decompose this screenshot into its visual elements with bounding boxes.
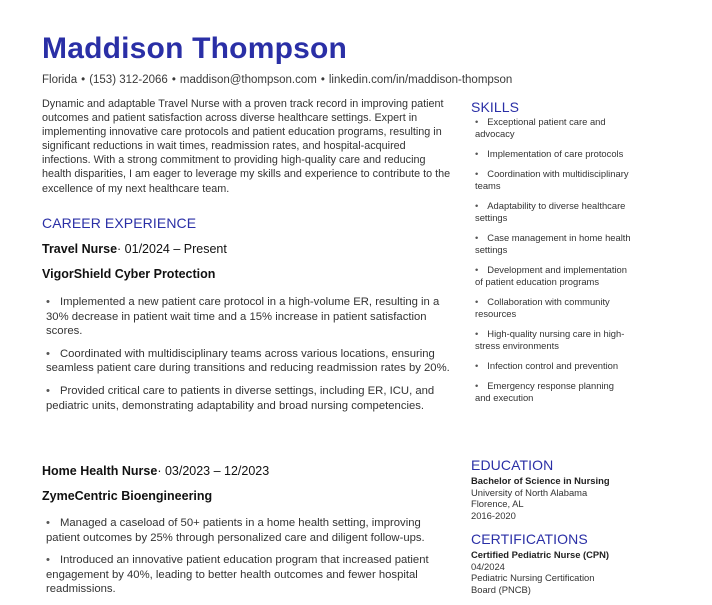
certification-entry: [471, 549, 621, 595]
resume-name: Maddison Thompson: [42, 32, 348, 65]
skills-heading: SKILLS: [471, 99, 520, 115]
job-company: ZymeCentric Bioengineering: [42, 489, 213, 503]
job-title: Travel Nurse: [42, 242, 118, 256]
certification-issuer: Pediatric Nursing Certification Board (PNCB): [471, 572, 595, 595]
job-title-line: [42, 242, 227, 256]
contact-separator: •: [81, 74, 86, 86]
education-school: University of North Alabama: [471, 486, 588, 498]
skill-item: • Adaptability to diverse healthcare settings: [471, 200, 631, 224]
summary-paragraph: Dynamic and adaptable Travel Nurse with a proven track record in improving patient outcomes and patient satisfaction across diverse healthcare settings. Expert in implementing innovative care protocols and patient education programs, resulting in significant reductions in wait times, readmission rates, and hospital-acquired infections. With a strong commitment to providing high-quality care and reducing health disparities, I am eager to leverage my skills and experience to contribute to the excellence of my next healthcare team.: [42, 98, 451, 195]
job-bullet: • Coordinated with multidisciplinary teams across various locations, ensuring seamless patient care during transitions and reducing readmission rates by 20%.: [42, 347, 457, 376]
certifications-heading: CERTIFICATIONS: [471, 531, 588, 547]
skill-item: • Exceptional patient care and advocacy: [471, 116, 631, 140]
job-bullets: [42, 516, 457, 605]
job-dates: · 03/2023 – 12/2023: [157, 464, 270, 478]
contact-line: [42, 74, 512, 86]
contact-separator: •: [320, 74, 325, 86]
skill-item: • Coordination with multidisciplinary teams: [471, 168, 631, 192]
contact-email: maddison@thompson.com: [179, 74, 317, 86]
job-bullet: • Provided critical care to patients in diverse settings, including ER, ICU, and pediatric units, demonstrating adaptability and broad nursing competencies.: [42, 384, 457, 413]
job-company: VigorShield Cyber Protection: [42, 267, 216, 281]
job-title-line: [42, 464, 269, 478]
certification-date: 04/2024: [471, 560, 505, 572]
education-heading: EDUCATION: [471, 457, 554, 473]
contact-separator: •: [171, 74, 176, 86]
job-bullet: • Introduced an innovative patient education program that increased patient engagement by 40%, leading to better health outcomes and fewer hospital readmissions.: [42, 553, 457, 597]
education-location: Florence, AL: [471, 498, 524, 509]
job-bullets: [42, 295, 457, 421]
job-title: Home Health Nurse: [42, 464, 158, 478]
experience-heading: CAREER EXPERIENCE: [42, 215, 197, 231]
skills-list: [471, 116, 631, 412]
education-degree: Bachelor of Science in Nursing: [471, 475, 610, 486]
skill-item: • Collaboration with community resources: [471, 296, 631, 320]
education-dates: 2016-2020: [471, 509, 516, 521]
contact-location: Florida: [42, 74, 78, 86]
skill-item: • Case management in home health settings: [471, 232, 631, 256]
skill-item: • Infection control and prevention: [471, 360, 631, 372]
contact-linkedin: linkedin.com/in/maddison-thompson: [328, 74, 513, 86]
job-dates: · 01/2024 – Present: [117, 242, 227, 256]
skill-item: • Emergency response planning and execution: [471, 380, 631, 404]
skill-item: • High-quality nursing care in high-stress environments: [471, 328, 631, 352]
skill-item: • Development and implementation of patient education programs: [471, 264, 631, 288]
certification-name: Certified Pediatric Nurse (CPN): [471, 549, 610, 560]
job-bullet: • Managed a caseload of 50+ patients in a home health setting, improving patient outcomes by 25% through personalized care and diligent follow-ups.: [42, 516, 457, 545]
education-entry: [471, 475, 651, 521]
contact-phone: (153) 312-2066: [89, 74, 168, 86]
skill-item: • Implementation of care protocols: [471, 148, 631, 160]
job-bullet: • Implemented a new patient care protocol in a high-volume ER, resulting in a 30% decrease in patient wait time and a 15% increase in patient satisfaction scores.: [42, 295, 457, 339]
